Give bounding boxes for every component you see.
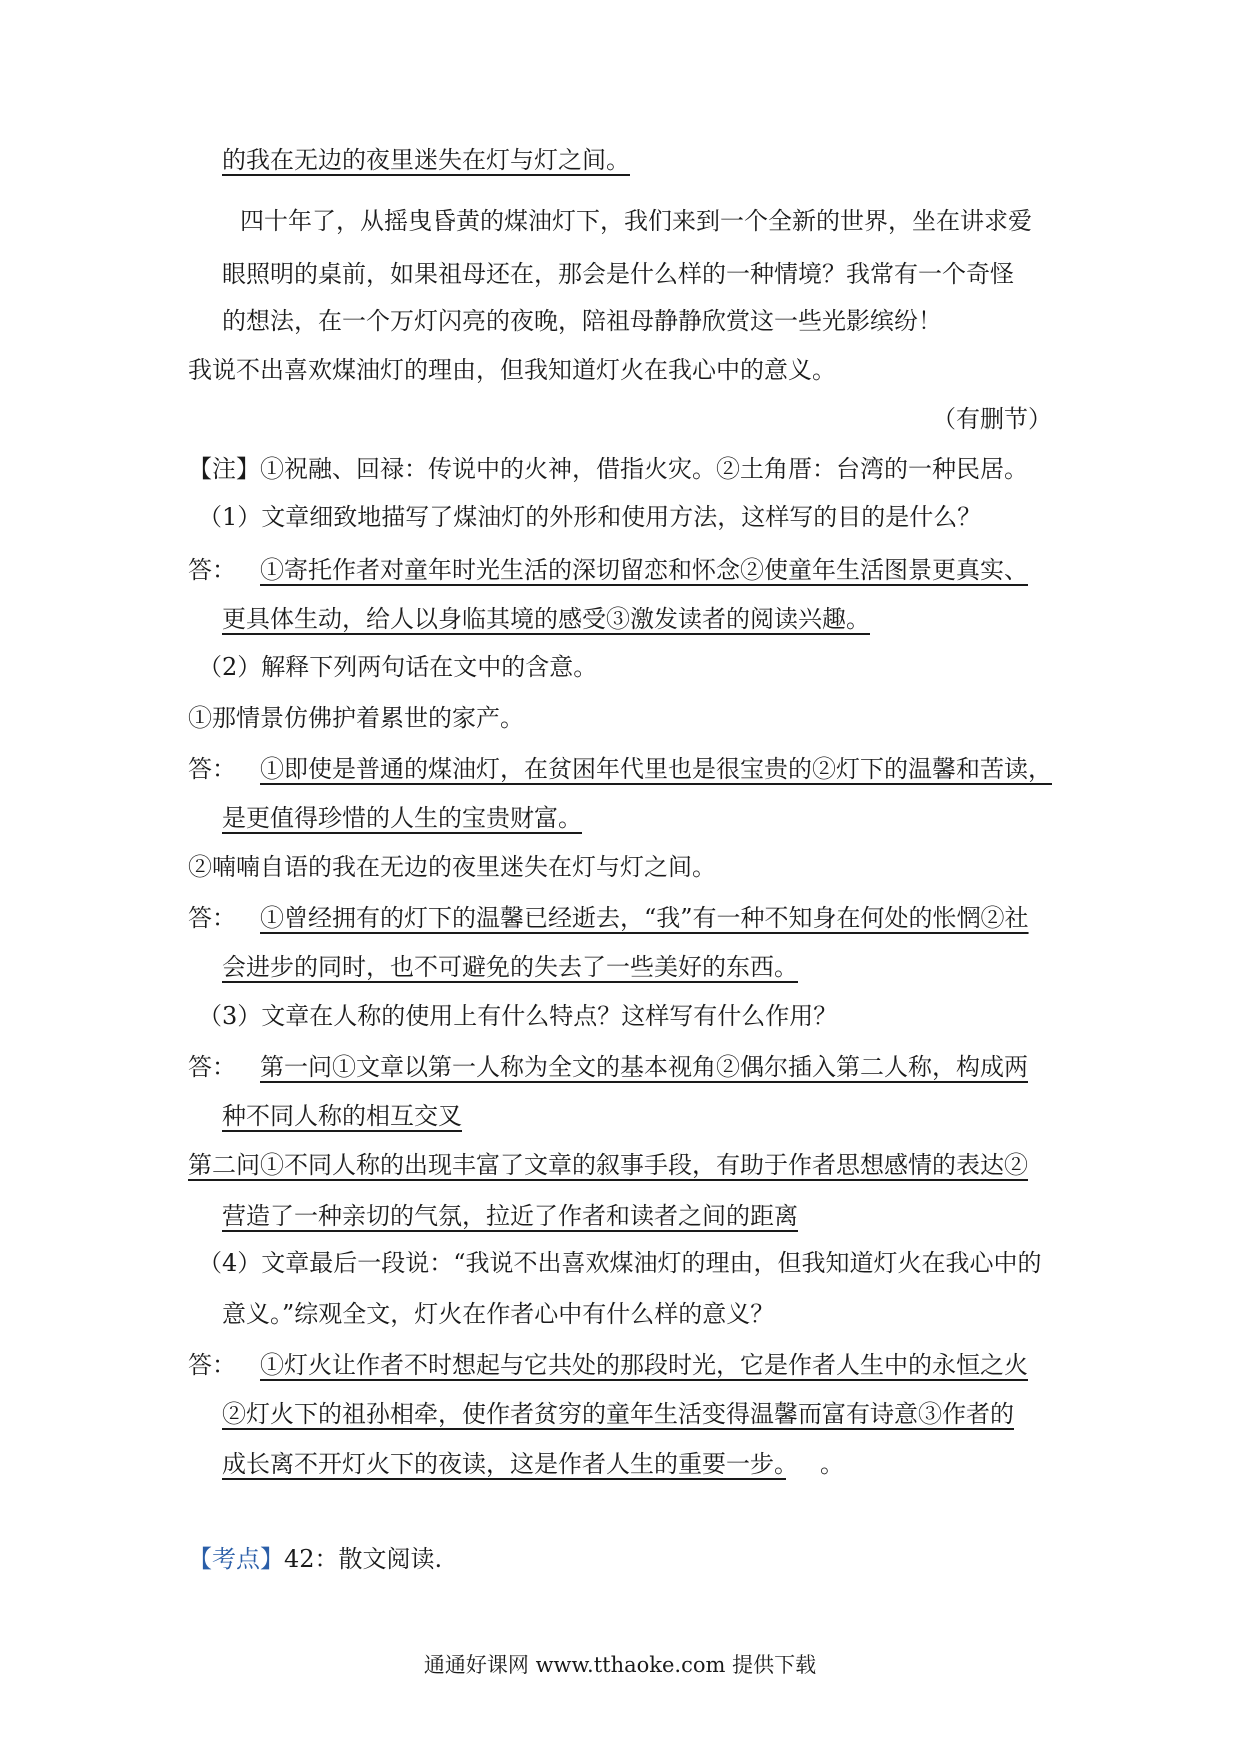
answer-text: ①曾经拥有的灯下的温馨已经逝去，“我”有一种不知身在何处的怅惘②社 [260,904,1029,932]
answer-text: ②灯火下的祖孙相牵，使作者贫穷的童年生活变得温馨而富有诗意③作者的 [222,1400,1014,1428]
question-3: （3）文章在人称的使用上有什么特点？这样写有什么作用？ [198,1002,838,1030]
answer-text: 第二问①不同人称的出现丰富了文章的叙事手段，有助于作者思想感情的表达② [188,1151,1028,1179]
passage-line-2: 四十年了，从摇曳昏黄的煤油灯下，我们来到一个全新的世界，坐在讲求爱 [240,207,1032,235]
source-note: （有删节） [932,405,1052,433]
question-2-sub-2: ②喃喃自语的我在无边的夜里迷失在灯与灯之间。 [188,853,716,881]
footer: 通通好课网 www.tthaoke.com 提供下载 [423,1653,817,1677]
answer-4 [188,1348,1028,1382]
answer-label: 答： [188,755,236,783]
question-4-line-1: （4）文章最后一段说：“我说不出喜欢煤油灯的理由，但我知道灯火在我心中的 [198,1249,1042,1277]
question-1: （1）文章细致地描写了煤油灯的外形和使用方法，这样写的目的是什么？ [198,503,982,531]
answer-text: 营造了一种亲切的气氛，拉近了作者和读者之间的距离 [222,1202,798,1230]
answer-3-line-2 [222,1099,462,1133]
answer-text: 成长离不开灯火下的夜读，这是作者人生的重要一步。 [222,1450,786,1478]
answer-1-line-2 [222,602,906,636]
answer-4-line-2 [222,1397,1014,1431]
answer-2-1-line-2 [222,801,618,835]
passage-line-5: 我说不出喜欢煤油灯的理由，但我知道灯火在我心中的意义。 [188,356,836,384]
answer-label: 答： [188,1351,236,1379]
answer-4-line-3 [222,1447,844,1481]
answer-label: 答： [188,1053,236,1081]
passage-line-4: 的想法，在一个万灯闪亮的夜晚，陪祖母静静欣赏这一些光影缤纷！ [222,307,942,335]
answer-text: 种不同人称的相互交叉 [222,1102,462,1130]
question-2-sub-1: ①那情景仿佛护着累世的家产。 [188,704,524,732]
answer-text: 是更值得珍惜的人生的宝贵财富。 [222,804,582,832]
answer-label: 答： [188,904,236,932]
passage-line-3: 眼照明的桌前，如果祖母还在，那会是什么样的一种情境？我常有一个奇怪 [222,260,1014,288]
answer-2-1 [188,752,1052,786]
answer-2-2-line-2 [222,950,834,984]
answer-text: 更具体生动，给人以身临其境的感受③激发读者的阅读兴趣。 [222,605,870,633]
kaodian-text: 42：散文阅读. [284,1545,443,1573]
answer-text: ①即使是普通的煤油灯，在贫困年代里也是很宝贵的②灯下的温馨和苦读， [260,755,1052,783]
answer-2-2 [188,901,1029,935]
note [188,452,1028,486]
answer-1 [188,553,1028,587]
answer-3-line-3 [188,1148,1028,1182]
question-2: （2）解释下列两句话在文中的含意。 [198,653,598,681]
answer-text: 第一问①文章以第一人称为全文的基本视角②偶尔插入第二人称，构成两 [260,1053,1028,1081]
note-text: ①祝融、回禄：传说中的火神，借指火灾。②土角厝：台湾的一种民居。 [260,455,1028,483]
answer-3-line-4 [222,1199,812,1233]
note-label: 【注】 [188,455,260,483]
answer-3 [188,1050,1028,1084]
passage-line-1: 的我在无边的夜里迷失在灯与灯之间。 [222,146,630,174]
answer-end: 。 [820,1450,844,1478]
kaodian-label: 【考点】 [188,1545,284,1573]
answer-text: 会进步的同时，也不可避免的失去了一些美好的东西。 [222,953,798,981]
question-4-line-2: 意义。”综观全文，灯火在作者心中有什么样的意义？ [222,1300,775,1328]
kaodian [188,1542,442,1576]
answer-label: 答： [188,556,236,584]
answer-text: ①灯火让作者不时想起与它共处的那段时光，它是作者人生中的永恒之火 [260,1351,1028,1379]
answer-text: ①寄托作者对童年时光生活的深切留恋和怀念②使童年生活图景更真实、 [260,556,1028,584]
